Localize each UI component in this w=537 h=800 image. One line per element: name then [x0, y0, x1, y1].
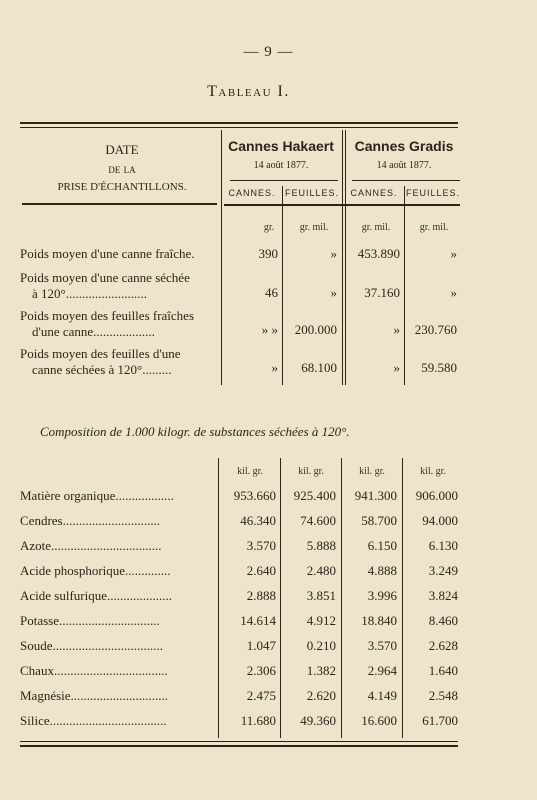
s2-unit-2: kil. gr.: [298, 466, 324, 477]
s1-row1-v2: »: [330, 246, 337, 261]
s1-row3-v2: 200.000: [294, 322, 337, 337]
header-group-gradis: Cannes Gradis: [354, 138, 454, 154]
s1-row4-label-l2: canne séchées à 120°.........: [32, 362, 172, 377]
header-group-hakaert-date: 14 août 1877.: [253, 160, 309, 171]
header-date-line2: de la: [108, 161, 136, 176]
header-hakaert-feuilles: FEUILLES.: [284, 188, 340, 198]
s1-row2-v1: 46: [265, 285, 278, 300]
composition-cell: 49.360: [300, 713, 336, 728]
composition-cell: 46.340: [240, 513, 276, 528]
composition-cell: 3.851: [306, 588, 336, 603]
header-group-hakaert-rule: [230, 180, 338, 181]
header-gradis-cannes: CANNES.: [350, 188, 398, 198]
s1-row2-v2: »: [330, 285, 337, 300]
s1-unit-3: gr. mil.: [361, 222, 391, 233]
s1-unit-1: gr.: [263, 222, 275, 233]
composition-cell: 61.700: [422, 713, 458, 728]
s1-row2-label-l2: à 120°.........................: [32, 286, 147, 301]
composition-cell: 4.912: [306, 613, 336, 628]
composition-row-label: Chaux...................................: [20, 663, 168, 678]
composition-cell: 6.150: [367, 538, 397, 553]
s1-row1-label: [20, 246, 220, 262]
composition-cell: 2.306: [246, 663, 276, 678]
s2-unit-4: kil. gr.: [420, 466, 446, 477]
composition-cell: 1.047: [246, 638, 276, 653]
s1-row1-v1: 390: [258, 246, 278, 261]
composition-cell: 2.640: [246, 563, 276, 578]
s1-row1-label-l1: Poids moyen d'une canne fraîche.: [20, 246, 195, 261]
s1-row3-v3: »: [393, 322, 400, 337]
s2-unit-3: kil. gr.: [359, 466, 385, 477]
composition-cell: 74.600: [300, 513, 336, 528]
s1-row2-v4: »: [450, 285, 457, 300]
s1-row3-label-l1: Poids moyen des feuilles fraîches: [20, 308, 195, 323]
top-rule-thin: [20, 127, 458, 128]
composition-row-label: Cendres..............................: [20, 513, 161, 528]
composition-cell: 6.130: [428, 538, 458, 553]
vline-main-2: [342, 130, 343, 385]
top-rule-thick: [20, 122, 458, 124]
header-date-underline: [22, 203, 217, 205]
composition-row-label: Silice....................................: [20, 713, 167, 728]
composition-cell: 1.382: [306, 663, 336, 678]
bottom-rule-thin: [20, 741, 458, 742]
composition-row-label: Acide phosphorique..............: [20, 563, 171, 578]
s1-row2-label: [20, 270, 220, 302]
s1-row3-label-l2: d'une canne...................: [32, 324, 155, 339]
s1-row2-v3: 37.160: [364, 285, 400, 300]
composition-cell: 5.888: [306, 538, 336, 553]
s1-row4-label: [20, 346, 220, 378]
composition-title: Composition de 1.000 kilogr. de substances séchées à 120°.: [40, 424, 350, 439]
composition-cell: 2.964: [367, 663, 397, 678]
composition-row-label: Matière organique..................: [20, 488, 174, 503]
composition-cell: 18.840: [361, 613, 397, 628]
s1-row3-v4: 230.760: [414, 322, 457, 337]
s1-unit-4: gr. mil.: [419, 222, 449, 233]
composition-cell: 16.600: [361, 713, 397, 728]
composition-cell: 2.628: [428, 638, 458, 653]
s1-unit-2: gr. mil.: [299, 222, 329, 233]
composition-cell: 14.614: [240, 613, 276, 628]
header-date-col: [22, 140, 222, 197]
composition-cell: 953.660: [233, 488, 276, 503]
composition-cell: 2.475: [246, 688, 276, 703]
composition-cell: 925.400: [293, 488, 336, 503]
composition-cell: 2.620: [306, 688, 336, 703]
bottom-rule-thick: [20, 745, 458, 747]
composition-cell: 906.000: [415, 488, 458, 503]
s1-row4-label-l1: Poids moyen des feuilles d'une: [20, 346, 181, 361]
composition-cell: 58.700: [361, 513, 397, 528]
composition-cell: 2.480: [306, 563, 336, 578]
page-number: — 9 —: [243, 44, 294, 60]
s1-row3-label: [20, 308, 220, 340]
composition-cell: 11.680: [240, 713, 276, 728]
composition-cell: 2.548: [428, 688, 458, 703]
header-gradis-feuilles: FEUILLES.: [405, 188, 461, 198]
s1-row3-v1: » »: [261, 322, 278, 337]
s1-row1-v4: »: [450, 246, 457, 261]
composition-cell: 3.996: [367, 588, 397, 603]
composition-cell: 1.640: [428, 663, 458, 678]
header-group-gradis-rule: [352, 180, 460, 181]
composition-cell: 0.210: [306, 638, 336, 653]
composition-cell: 94.000: [422, 513, 458, 528]
composition-row-label: Acide sulfurique....................: [20, 588, 173, 603]
s2-unit-1: kil. gr.: [237, 466, 263, 477]
composition-row-label: Soude..................................: [20, 638, 163, 653]
composition-row-label: Magnésie..............................: [20, 688, 169, 703]
composition-cell: 3.249: [428, 563, 458, 578]
composition-cell: 3.824: [428, 588, 458, 603]
s1-row4-v4: 59.580: [421, 360, 457, 375]
composition-cell: 8.460: [428, 613, 458, 628]
s1-row4-v1: »: [271, 360, 278, 375]
s1-row2-label-l1: Poids moyen d'une canne séchée: [20, 270, 190, 285]
composition-cell: 941.300: [354, 488, 397, 503]
table-title: Tableau I.: [207, 83, 290, 100]
composition-cell: 2.888: [246, 588, 276, 603]
header-group-hakaert: Cannes Hakaert: [228, 138, 334, 154]
header-date-line3: PRISE D'ÉCHANTILLONS.: [57, 181, 187, 193]
header-group-gradis-date: 14 août 1877.: [376, 160, 432, 171]
composition-cell: 4.888: [367, 563, 397, 578]
header-date-line1: DATE: [105, 142, 139, 157]
composition-row-label: Potasse...............................: [20, 613, 160, 628]
s1-row1-v3: 453.890: [357, 246, 400, 261]
composition-cell: 4.149: [367, 688, 397, 703]
composition-cell: 3.570: [367, 638, 397, 653]
composition-row-label: Azote..................................: [20, 538, 162, 553]
composition-cell: 3.570: [246, 538, 276, 553]
s1-row4-v2: 68.100: [301, 360, 337, 375]
header-hakaert-cannes: CANNES.: [228, 188, 276, 198]
s1-row4-v3: »: [393, 360, 400, 375]
